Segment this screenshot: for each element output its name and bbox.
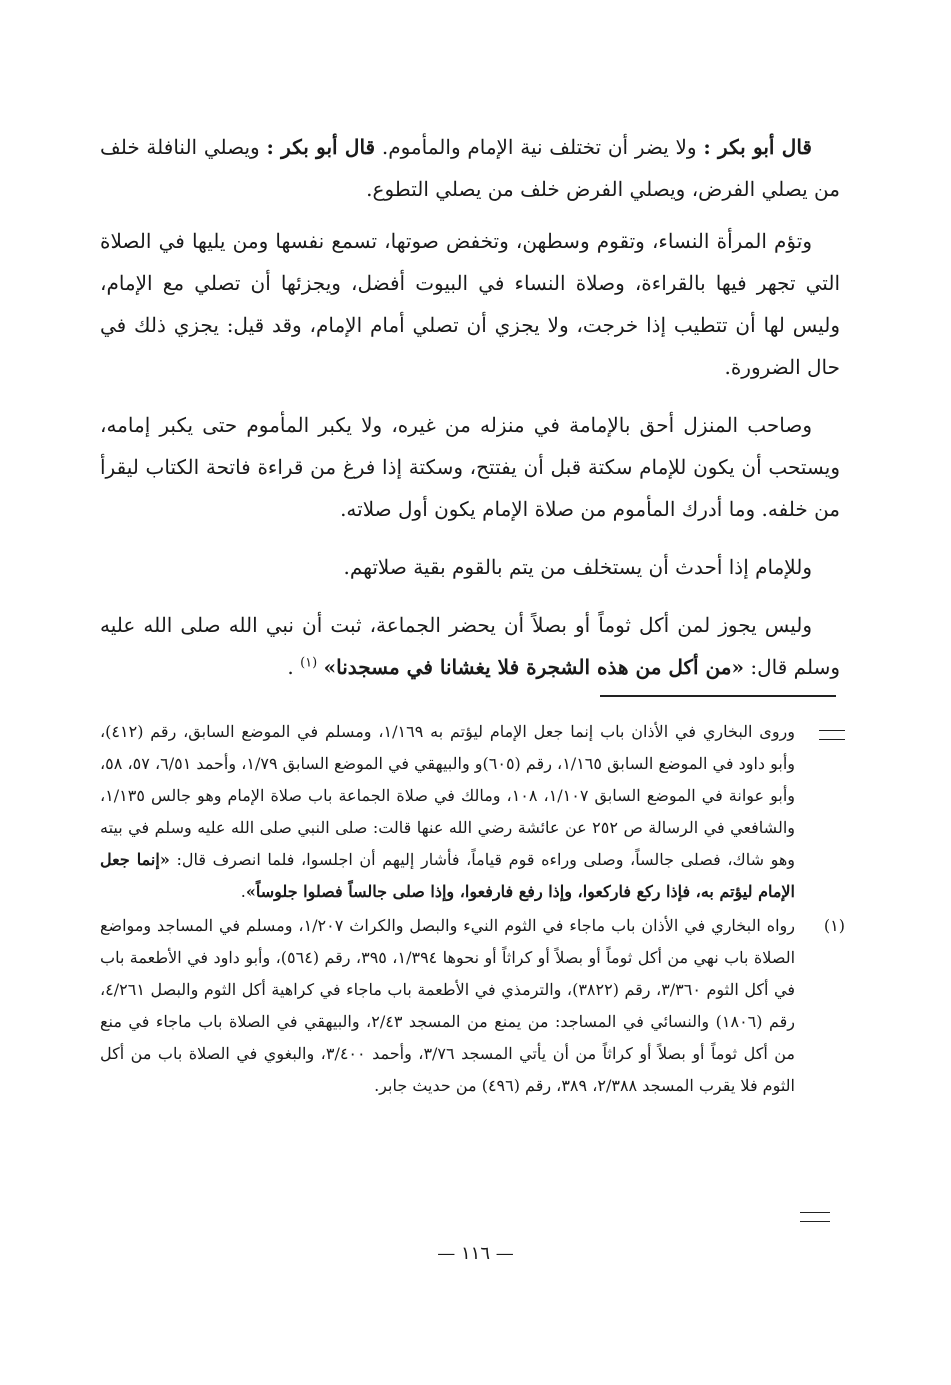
hadith-quote: «من أكل من هذه الشجرة فلا يغشانا في مسجدنا»: [323, 655, 744, 679]
paragraph-2: وتؤم المرأة النساء، وتقوم وسطهن، وتخفض صوتها، تسمع نفسها ومن يليها في الصلاة التي تجهر فيها بالقراءة، وصلاة النساء في البيوت أفضل، ويجزئها أن تصلي مع الإمام، وليس لها أن تتطيب إذا خرجت، ولا يجزي أن تصلي أمام الإمام، وقد قيل: يجزي ذلك في حال الضرورة.: [100, 229, 840, 379]
footnote-continued-body: وروى البخاري في الأذان باب إنما جعل الإمام ليؤتم به ١/١٦٩، ومسلم في الموضع السابق، رقم (٤١٢)، وأبو داود في الموضع السابق ١/١٦٥، رقم (٦٠٥)و والبيهقي في الموضع السابق ١/٧٩، وأحمد ٦/٥١، ٥٧، ٥٨، وأبو عوانة في الموضع السابق ١/١٠٧، ١٠٨، ومالك في صلاة الجماعة باب صلاة الإمام وهو جالس ١/١٣٥، والشافعي في الرسالة ص ٢٥٢ عن عائشة رضي الله عنها قالت: صلى النبي صلى الله عليه وسلم في بيته وهو شاك، فصلى جالساً، وصلى وراءه قوم قياماً، فأشار إليهم أن اجلسوا، فلما انصرف قال:: [100, 722, 796, 869]
continuation-marker: [795, 716, 845, 751]
main-text: [100, 126, 840, 698]
speaker-label-1: قال أبو بكر :: [703, 135, 812, 159]
footnote-1: [100, 910, 845, 1102]
footnotes: [100, 716, 845, 1104]
paragraph-1-text-b: ويصلي النافلة خلف من يصلي الفرض، ويصلي الفرض خلف من يصلي التطوع.: [100, 135, 840, 201]
paragraph-1-text-a: ولا يضر أن تختلف نية الإمام والمأموم.: [375, 135, 704, 159]
paragraph-5: [100, 604, 840, 688]
continues-next-page-icon: [800, 1212, 830, 1222]
speaker-label-2: قال أبو بكر :: [266, 135, 376, 159]
continuation-equals-icon: [819, 730, 845, 740]
footnote-1-text: رواه البخاري في الأذان باب ماجاء في الثوم النيء والبصل والكراث ١/٢٠٧، ومسلم في المساجد ومواضع الصلاة باب نهي من أكل ثوماً أو بصلاً أو كراثاً أو نحوها ١/٣٩٤، ٣٩٥، رقم (٥٦٤)، وأبو داود في الأطعمة باب في أكل الثوم ٣/٣٦٠، رقم (٣٨٢٢)، والترمذي في الأطعمة باب ماجاء في كراهية أكل الثوم والبصل ٤/٢٦١، رقم (١٨٠٦) والنسائي في المساجد: من يمنع من المسجد ٢/٤٣، والبيهقي في الصلاة باب ماجاء في منع من أكل ثوماً أو بصلاً أو كراثاً من أن يأتي المسجد ٣/٧٦، وأحمد ٣/٤٠٠، والبغوي في الصلاة باب من أكل الثوم فلا يقرب المسجد ٢/٣٨٨، ٣٨٩، رقم (٤٩٦) من حديث جابر.: [100, 916, 796, 1095]
paragraph-5-end: .: [287, 655, 301, 679]
paragraph-3: وصاحب المنزل أحق بالإمامة في منزله من غيره، ولا يكبر المأموم حتى يكبر إمامه، ويستحب أن يكون للإمام سكتة قبل أن يفتتح، وسكتة إذا فرغ من قراءة فاتحة الكتاب ليقرأ من خلفه. وما أدرك المأموم من صلاة الإمام يكون أول صلاته.: [100, 413, 840, 521]
footnote-continued-end: .: [240, 882, 246, 901]
footnote-continued: [100, 716, 845, 908]
paragraph-1: [100, 126, 840, 210]
footnote-continued-quote: «إنما جعل الإمام ليؤتم به، فإذا ركع فاركعوا، وإذا رفع فارفعوا، وإذا صلى جالساً فصلوا جلوساً»: [100, 850, 795, 901]
page-number: — ١١٦ —: [437, 1243, 514, 1264]
footnote-1-number: (١): [823, 916, 845, 935]
paragraph-4: وللإمام إذا أحدث أن يستخلف من يتم بالقوم بقية صلاتهم.: [343, 555, 812, 579]
main-body: [100, 126, 840, 688]
paragraph-5-text: وليس يجوز لمن أكل ثوماً أو بصلاً أن يحضر الجماعة، ثبت أن نبي الله صلى الله عليه وسلم قال:: [100, 613, 840, 679]
footnote-reference: (١): [300, 655, 318, 671]
footnote-separator: [600, 695, 836, 697]
footnote-continued-text: [100, 716, 795, 908]
